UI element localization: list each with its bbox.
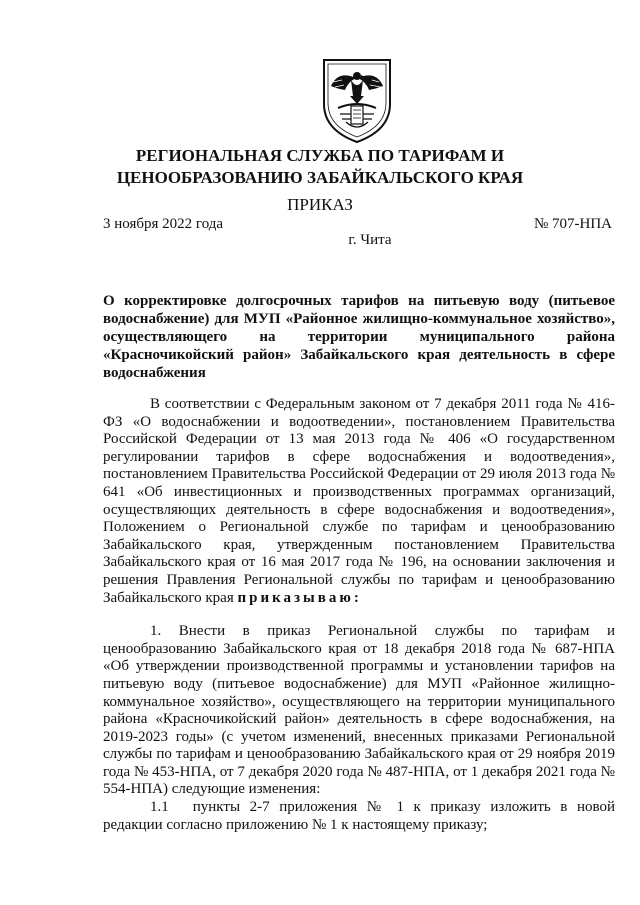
item-1-paragraph: 1. Внести в приказ Региональной службы по тарифам и ценообразованию Забайкальского края от 18 декабря 2018 года № 687-НПА «Об утверждении производственной программы и установлении тарифов на питьевую воду (питьевое водоснабжение) для МУП «Районное жилищно-коммунальное хозяйство», осуществляющего на территории муниципального района «Красночикойский район» деятельность в сфере водоснабжения, на 2019-2023 годы» (с учетом изменений, внесенных приказами Региональной службы по тарифам и ценообразованию Забайкальского края от 29 ноября 2019 года № 453-НПА, от 7 декабря 2020 года № 487-НПА, от 1 декабря 2021 года № 554-НПА) следующие изменения:	[103, 623, 615, 798]
preamble-text: В соответствии с Федеральным законом от 7 декабря 2011 года № 416-ФЗ «О водоснабжении и водоотведении», постановлением Правительства Российской Федерации от 13 мая 2013 года № 406 «О государственном регулировании тарифов в сфере водоснабжения и водоотведения», постановлением Правительства Российской Федерации от 29 июля 2013 года № 641 «Об инвестиционных и производственных программах организаций, осуществляющих деятельность в сфере водоснабжения и водоотведения», Положением о Региональной службе по тарифам и ценообразованию Забайкальского края, утвержденным постановлением Правительства Забайкальского края от 16 мая 2017 года № 196, на основании заключения и решения Правления Региональной службы по тарифам и ценообразованию Забайкальского края	[103, 396, 615, 606]
org-title-line2: ЦЕНООБРАЗОВАНИЮ ЗАБАЙКАЛЬСКОГО КРАЯ	[116, 168, 524, 187]
document-body	[103, 396, 615, 834]
order-word: приказываю:	[237, 589, 362, 606]
document-number: № 707-НПА	[533, 216, 612, 232]
document-type: ПРИКАЗ	[287, 195, 353, 214]
organization-title	[60, 145, 580, 189]
document-city: г. Чита	[348, 232, 392, 248]
item-1-1-paragraph	[103, 799, 615, 834]
item-1-1-number: 1.1	[150, 799, 169, 816]
document-date: 3 ноября 2022 года	[103, 216, 224, 232]
item-1-1-text: пункты 2-7 приложения № 1 к приказу изложить в новой редакции согласно приложению № 1 к настоящему приказу;	[103, 799, 615, 833]
coat-of-arms-eagle-icon	[318, 56, 396, 144]
preamble-paragraph	[103, 396, 615, 607]
org-title-line1: РЕГИОНАЛЬНАЯ СЛУЖБА ПО ТАРИФАМ И	[135, 146, 505, 165]
document-subject: О корректировке долгосрочных тарифов на питьевую воду (питьевое водоснабжение) для МУП «Районное жилищно-коммунальное хозяйство», осуществляющего на территории муниципального района «Красночикойский район» Забайкальского края деятельность в сфере водоснабжения	[103, 293, 615, 381]
